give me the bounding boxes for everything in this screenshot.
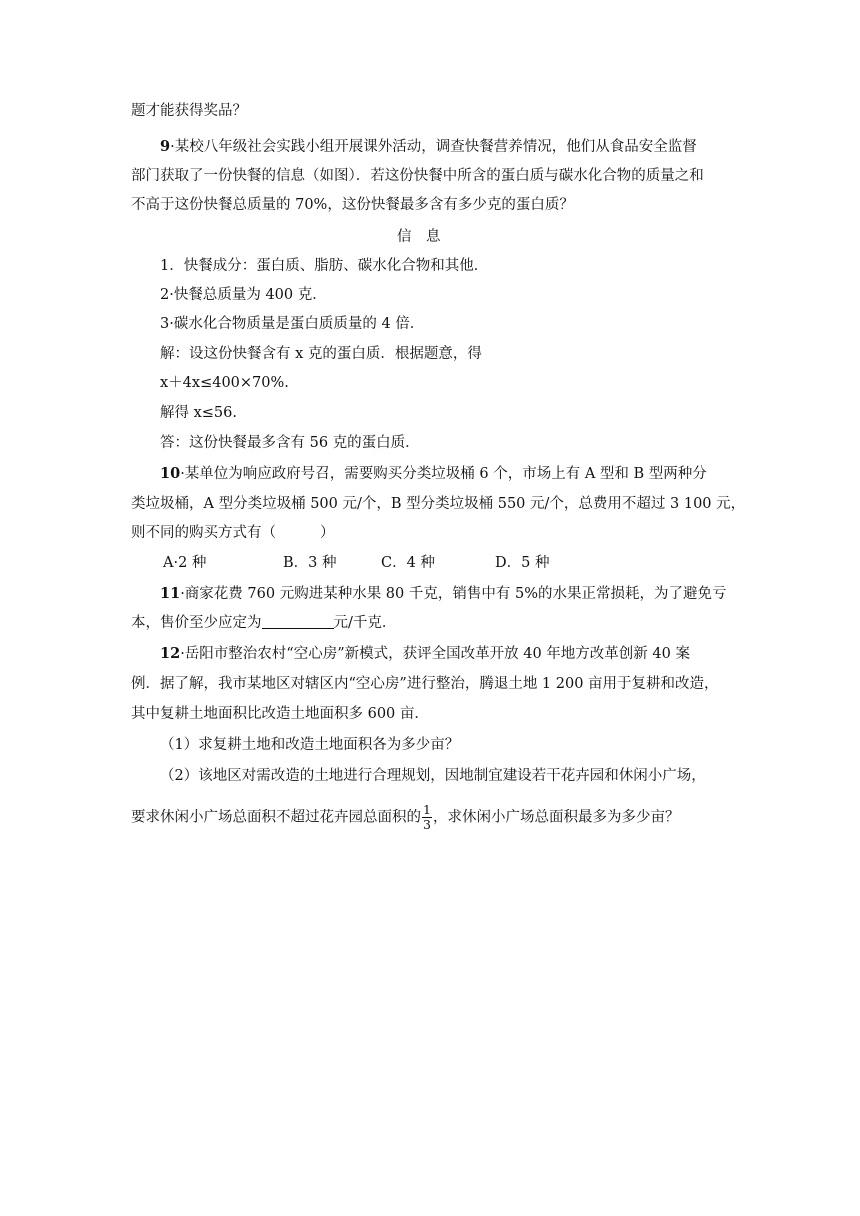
info-title	[397, 227, 441, 247]
info-item	[160, 314, 424, 334]
fill-in-blank	[262, 614, 334, 629]
text-span: 元/千克．	[333, 615, 397, 631]
text-span: 类垃圾桶，A 型分类垃圾桶 500 元/个，B 型分类垃圾桶 550 元/个，总费用不超过 3 100 元，	[131, 496, 746, 512]
option-b: B．3 种	[283, 555, 337, 571]
text-span: 1．快餐成分：蛋白质、脂肪、碳水化合物和其他．	[160, 258, 489, 274]
text-line	[131, 523, 335, 543]
sub-question-2	[160, 766, 706, 786]
text-span: ·某校八年级社会实践小组开展课外活动，调查快餐营养情况，他们从食品安全监督	[170, 139, 697, 155]
text-line	[131, 674, 719, 694]
text-line	[131, 803, 679, 832]
text-span: 答：这份快餐最多含有 56 克的蛋白质．	[160, 435, 420, 451]
option-a: A·2 种	[163, 555, 207, 571]
text-span: （1）求复耕土地和改造土地面积各为多少亩？	[160, 737, 460, 753]
text-span: 信 息	[397, 229, 441, 245]
text-span: 部门获取了一份快餐的信息（如图）．若这份快餐中所含的蛋白质与碳水化合物的质量之和	[131, 168, 704, 184]
text-line	[131, 613, 396, 633]
fraction	[422, 803, 432, 832]
text-span: 解得 x≤56.	[160, 405, 237, 421]
text-span: 其中复耕土地面积比改造土地面积多 600 亩．	[131, 706, 429, 722]
solution-line	[160, 344, 482, 364]
question-9-line	[160, 137, 697, 157]
text-span: ·某单位为响应政府号召，需要购买分类垃圾桶 6 个，市场上有 A 型和 B 型两种分	[180, 466, 707, 482]
solution-line	[160, 433, 420, 453]
text-span: 2·快餐总质量为 400 克．	[160, 287, 327, 303]
question-11-line	[160, 584, 726, 604]
fraction-numerator: 1	[423, 802, 431, 817]
question-number: 10	[160, 465, 181, 482]
text-span: 题才能获得奖品？	[131, 103, 247, 119]
text-span: 则不同的购买方式有（	[131, 525, 276, 541]
option-c: C．4 种	[381, 555, 435, 571]
text-span: 要求休闲小广场总面积不超过花卉园总面积的	[131, 809, 421, 826]
info-item	[160, 285, 327, 305]
text-span: ·岳阳市整治农村“空心房”新模式，获评全国改革开放 40 年地方改革创新 40 案	[180, 646, 690, 662]
option-d: D．5 种	[495, 555, 550, 571]
solution-line	[160, 373, 289, 393]
fraction-denominator: 3	[423, 817, 431, 832]
text-span: 不高于这份快餐总质量的 70%，这份快餐最多含有多少克的蛋白质？	[131, 197, 574, 213]
question-10-line	[160, 464, 707, 484]
text-span: ）	[320, 525, 335, 541]
sub-question-1	[160, 735, 459, 755]
text-span: 3·碳水化合物质量是蛋白质质量的 4 倍．	[160, 316, 425, 332]
text-line	[131, 101, 247, 121]
text-span: 本，售价至少应定为	[131, 615, 262, 631]
text-span: x＋4x≤400×70%.	[160, 375, 289, 391]
text-span: 例．据了解，我市某地区对辖区内“空心房”进行整治，腾退土地 1 200 亩用于复耕和改造，	[131, 676, 719, 692]
question-12-line	[160, 644, 690, 664]
text-line	[131, 704, 429, 724]
question-number: 9	[160, 138, 171, 155]
text-line	[131, 494, 745, 514]
text-line	[131, 195, 574, 215]
question-number: 11	[160, 585, 181, 602]
text-span: 解：设这份快餐含有 x 克的蛋白质．根据题意，得	[160, 346, 482, 362]
info-item	[160, 256, 488, 276]
text-line	[131, 166, 704, 186]
text-span: （2）该地区对需改造的土地进行合理规划，因地制宜建设若干花卉园和休闲小广场，	[160, 768, 706, 784]
question-number: 12	[160, 645, 181, 662]
text-span: ，求休闲小广场总面积最多为多少亩？	[432, 809, 680, 826]
options-row	[163, 553, 549, 573]
text-span: ·商家花费 760 元购进某种水果 80 千克，销售中有 5%的水果正常损耗，为了避免亏	[180, 586, 727, 602]
solution-line	[160, 403, 237, 423]
